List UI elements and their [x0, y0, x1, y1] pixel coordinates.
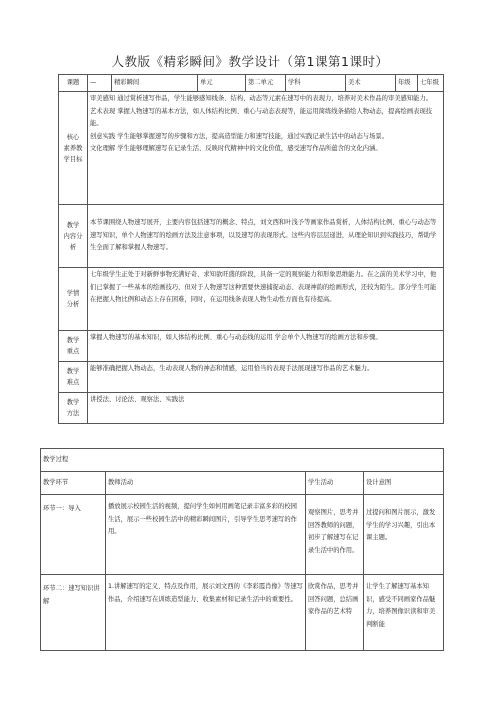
header-intent: 设计意图 [364, 472, 444, 495]
design-table [58, 74, 444, 424]
key-points-text: 掌握人物速写的基本知识，如人体结构比例、重心与动态线的运用 学会单个人物速写的绘画方法和步骤。 [88, 331, 444, 362]
content-analysis-row [59, 205, 444, 268]
page-title: 人教版《精彩瞬间》教学设计（第1课第1课时） [111, 54, 389, 69]
subject-value: 美术 [346, 75, 396, 92]
unit-value: 第二单元 [246, 75, 286, 92]
content-analysis-text: 本节课围绕人物速写展开，主要内容包括速写的概念、特点，刘文西和叶浅予等画家作品赏析，人体结构比例、重心与动态等速写知识，单个人物速写的绘画方法及注意事项，以及速写的表现形式。这些内容层层递进，从理论知识到实践技巧，帮助学生全面了解和掌握人物速写。 [88, 205, 444, 268]
topic-dash: — [88, 75, 112, 92]
topic-value: 精彩瞬间 [112, 75, 198, 92]
methods-label: 教学 方法 [59, 393, 88, 424]
header-student: 学生活动 [306, 472, 364, 495]
core-goal-aesthetic: 审美感知 通过赏析速写作品，学生能够感知线条、结构、动态等元素在速写中的表现力，培养对美术作品的审美感知能力。 [90, 95, 433, 102]
difficulty-row [59, 362, 444, 393]
grade-label: 年级 [396, 75, 418, 92]
intent-cell: 过提问和图片展示，激发学生的学习兴趣，引出本课主题。 [364, 495, 444, 575]
header-teacher: 教师活动 [106, 472, 306, 495]
key-points-row [59, 331, 444, 362]
process-row [41, 575, 444, 651]
core-goals-content [88, 92, 444, 205]
teacher-cell: 播放展示校园生活的视频，提问学生如何用画笔记录丰富多彩的校园生活，展示一些校园生活中的精彩瞬间图片，引导学生思考速写的作用。 [106, 495, 306, 575]
student-cell: 观察图片，思考并回答教师的问题，初步了解速写在记录生活中的作用。 [306, 495, 364, 575]
key-points-label: 教学 重点 [59, 331, 88, 362]
student-analysis-text: 七年级学生正处于对新鲜事物充满好奇、求知欲旺盛的阶段，具备一定的观察能力和形象思维能力。在之前的美术学习中，他们已掌握了一些基本的绘画技巧，但对于人物速写这种需要快速捕捉动态、表现神韵的绘画形式，还较为陌生。部分学生可能在把握人物比例和动态上存在困难，同时，在运用线条表现人物生动性方面也有待提高。 [88, 268, 444, 331]
stage-cell: 环节二：速写知识讲解 [41, 575, 106, 651]
methods-row [59, 393, 444, 424]
student-cell: 欣赏作品，思考并回答问题，总结画家作品的艺术特 [306, 575, 364, 651]
teacher-cell: 1.讲解速写的定义、特点及作用，展示刘文西的《李彩霞肖像》等速写作品，介绍速写在训练造型能力、收集素材和记录生活中的重要性。 [106, 575, 306, 651]
methods-text: 讲授法、讨论法、观察法、实践法 [88, 393, 444, 424]
student-analysis-row [59, 268, 444, 331]
topic-label: 课题 [59, 75, 88, 92]
header-stage: 教学环节 [41, 472, 106, 495]
grade-value: 七年级 [418, 75, 444, 92]
intent-cell: 让学生了解速写基本知识，感受不同画家作品魅力，培养图像识读和审美判断能 [364, 575, 444, 651]
unit-label: 单元 [198, 75, 246, 92]
process-row [41, 495, 444, 575]
stage-cell: 环节一：导入 [41, 495, 106, 575]
process-title-row [41, 449, 444, 472]
subject-label: 学科 [286, 75, 346, 92]
core-goals-label: 核心 素养教 学目标 [59, 92, 88, 205]
student-analysis-label: 学情 分析 [59, 268, 88, 331]
header-row [59, 75, 444, 92]
difficulty-label: 教学 难点 [59, 362, 88, 393]
content-analysis-label: 教学 内容分 析 [59, 205, 88, 268]
core-goal-culture: 文化理解 学生能够理解速写在记录生活、反映时代精神中的文化价值，感受速写作品所蕴含的文化内涵。 [90, 145, 382, 153]
core-goals-row [59, 92, 444, 205]
process-header-row [41, 472, 444, 495]
process-title: 教学过程 [41, 449, 444, 472]
core-goal-expression: 艺术表现 掌握人物速写的基本方法，如人体结构比例、重心与动态表现等，能运用简练线条描绘人物动态，提高绘画表现技能。 [90, 107, 433, 128]
core-goal-practice: 创意实践 学生能够掌握速写的步骤和方法，提高造型能力和速写技能，通过实践记录生活中的动态与场景。 [90, 132, 388, 140]
difficulty-text: 能够准确把握人物动态，生动表现人物的神态和情感，运用恰当的表现手法展现速写作品的艺术魅力。 [88, 362, 444, 393]
process-table [40, 448, 444, 651]
